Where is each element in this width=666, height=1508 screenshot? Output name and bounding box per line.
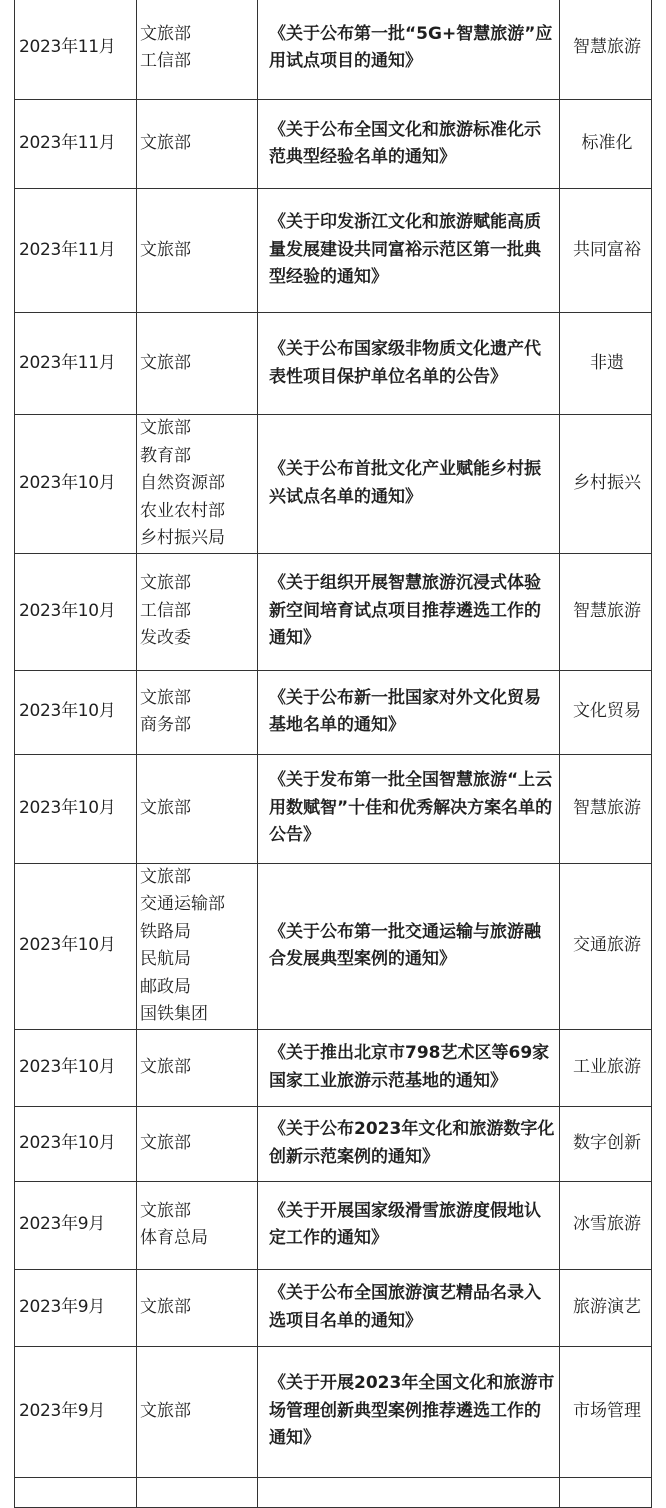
cell-dept <box>137 754 258 863</box>
dept-name: 文旅部 <box>140 23 191 44</box>
cell-tag: 文化贸易 <box>560 670 652 754</box>
cell-dept <box>137 1181 258 1269</box>
dept-name: 农业农村部 <box>140 500 225 521</box>
dept-name: 乡村振兴局 <box>140 528 225 548</box>
table-row <box>15 100 652 189</box>
dept-name: 文旅部 <box>140 1200 191 1221</box>
cell-tag: 智慧旅游 <box>560 0 652 100</box>
cell-tag: 智慧旅游 <box>560 553 652 670</box>
dept-name: 发改委 <box>140 628 191 649</box>
table-row <box>15 553 652 670</box>
dept-name: 文旅部 <box>140 239 191 260</box>
cell-date: 2023年9月 <box>15 1181 137 1269</box>
cell-title: 《关于推出北京市798艺术区等69家国家工业旅游示范基地的通知》 <box>258 1029 560 1106</box>
cell-dept <box>137 670 258 754</box>
dept-name: 铁路局 <box>140 921 191 942</box>
table-row <box>15 1029 652 1106</box>
table-row <box>15 0 652 100</box>
cell-title: 《关于公布2023年文化和旅游数字化创新示范案例的通知》 <box>258 1106 560 1181</box>
cell-dept <box>137 1269 258 1346</box>
cell-title: 《关于公布首批文化产业赋能乡村振兴试点名单的通知》 <box>258 415 560 554</box>
cell-tag: 标准化 <box>560 100 652 189</box>
dept-name: 文旅部 <box>140 1132 191 1153</box>
table-row <box>15 1106 652 1181</box>
policy-table-body <box>15 0 652 1507</box>
cell-dept <box>137 1346 258 1477</box>
cell-dept <box>137 415 258 554</box>
cell-date: 2023年11月 <box>15 313 137 415</box>
dept-name: 文旅部 <box>140 133 191 154</box>
table-row <box>15 415 652 554</box>
cell-title: 《关于公布国家级非物质文化遗产代表性项目保护单位名单的公告》 <box>258 313 560 415</box>
dept-name: 交通运输部 <box>140 894 225 914</box>
cell-tag: 工业旅游 <box>560 1029 652 1106</box>
cell-title: 《关于公布新一批国家对外文化贸易基地名单的通知》 <box>258 670 560 754</box>
cell-date: 2023年9月 <box>15 1346 137 1477</box>
dept-name: 文旅部 <box>140 687 191 708</box>
cell-title: 《关于开展2023年全国文化和旅游市场管理创新典型案例推荐遴选工作的通知》 <box>258 1346 560 1477</box>
cell-tag: 市场管理 <box>560 1346 652 1477</box>
cell-title: 《关于公布第一批交通运输与旅游融合发展典型案例的通知》 <box>258 863 560 1029</box>
cell-dept <box>137 189 258 313</box>
cell-title: 《关于组织开展智慧旅游沉浸式体验新空间培育试点项目推荐遴选工作的通知》 <box>258 553 560 670</box>
cell-dept <box>137 1477 258 1507</box>
cell-date: 2023年10月 <box>15 1029 137 1106</box>
table-row <box>15 1269 652 1346</box>
cell-tag: 数字创新 <box>560 1106 652 1181</box>
cell-dept <box>137 100 258 189</box>
table-row <box>15 1181 652 1269</box>
policy-table <box>14 0 652 1508</box>
dept-name: 体育总局 <box>140 1228 208 1248</box>
dept-name: 工信部 <box>140 51 191 71</box>
table-row <box>15 1346 652 1477</box>
dept-name: 文旅部 <box>140 1296 191 1317</box>
dept-name: 民航局 <box>140 949 191 969</box>
cell-date: 2023年10月 <box>15 670 137 754</box>
cell-date: 2023年9月 <box>15 1269 137 1346</box>
table-row <box>15 754 652 863</box>
dept-name: 文旅部 <box>140 1056 191 1077</box>
cell-date: 2023年10月 <box>15 754 137 863</box>
cell-title: 《关于公布全国旅游演艺精品名录入选项目名单的通知》 <box>258 1269 560 1346</box>
table-row <box>15 863 652 1029</box>
cell-tag: 共同富裕 <box>560 189 652 313</box>
cell-title: 《关于公布全国文化和旅游标准化示范典型经验名单的通知》 <box>258 100 560 189</box>
cell-date: 2023年10月 <box>15 553 137 670</box>
cell-title: 《关于发布第一批全国智慧旅游“上云用数赋智”十佳和优秀解决方案名单的公告》 <box>258 754 560 863</box>
dept-name: 文旅部 <box>140 418 191 438</box>
cell-dept <box>137 553 258 670</box>
dept-name: 邮政局 <box>140 976 191 997</box>
dept-name: 国铁集团 <box>140 1004 208 1024</box>
cell-date: 2023年10月 <box>15 863 137 1029</box>
cell-dept <box>137 0 258 100</box>
cell-date: 2023年10月 <box>15 415 137 554</box>
cell-date: 2023年11月 <box>15 100 137 189</box>
dept-name: 工信部 <box>140 600 191 621</box>
cell-title: 《关于印发浙江文化和旅游赋能高质量发展建设共同富裕示范区第一批典型经验的通知》 <box>258 189 560 313</box>
dept-name: 文旅部 <box>140 866 191 887</box>
cell-tag <box>560 1477 652 1507</box>
cell-tag: 非遗 <box>560 313 652 415</box>
cell-date: 2023年10月 <box>15 1106 137 1181</box>
cell-tag: 乡村振兴 <box>560 415 652 554</box>
dept-name: 文旅部 <box>140 352 191 373</box>
cell-dept <box>137 1106 258 1181</box>
cell-dept <box>137 1029 258 1106</box>
dept-name: 文旅部 <box>140 797 191 818</box>
cell-title: 《关于开展国家级滑雪旅游度假地认定工作的通知》 <box>258 1181 560 1269</box>
table-row <box>15 189 652 313</box>
cell-title: 《关于公布第一批“5G+智慧旅游”应用试点项目的通知》 <box>258 0 560 100</box>
dept-name: 文旅部 <box>140 1400 191 1421</box>
cell-date: 2023年11月 <box>15 0 137 100</box>
cell-tag: 冰雪旅游 <box>560 1181 652 1269</box>
cell-date <box>15 1477 137 1507</box>
cell-tag: 智慧旅游 <box>560 754 652 863</box>
dept-name: 教育部 <box>140 445 191 466</box>
table-row <box>15 670 652 754</box>
cell-title <box>258 1477 560 1507</box>
cell-dept <box>137 313 258 415</box>
table-row <box>15 1477 652 1507</box>
cell-tag: 交通旅游 <box>560 863 652 1029</box>
dept-name: 自然资源部 <box>140 473 225 493</box>
cell-date: 2023年11月 <box>15 189 137 313</box>
cell-tag: 旅游演艺 <box>560 1269 652 1346</box>
cell-dept <box>137 863 258 1029</box>
table-row <box>15 313 652 415</box>
dept-name: 商务部 <box>140 715 191 735</box>
dept-name: 文旅部 <box>140 573 191 594</box>
